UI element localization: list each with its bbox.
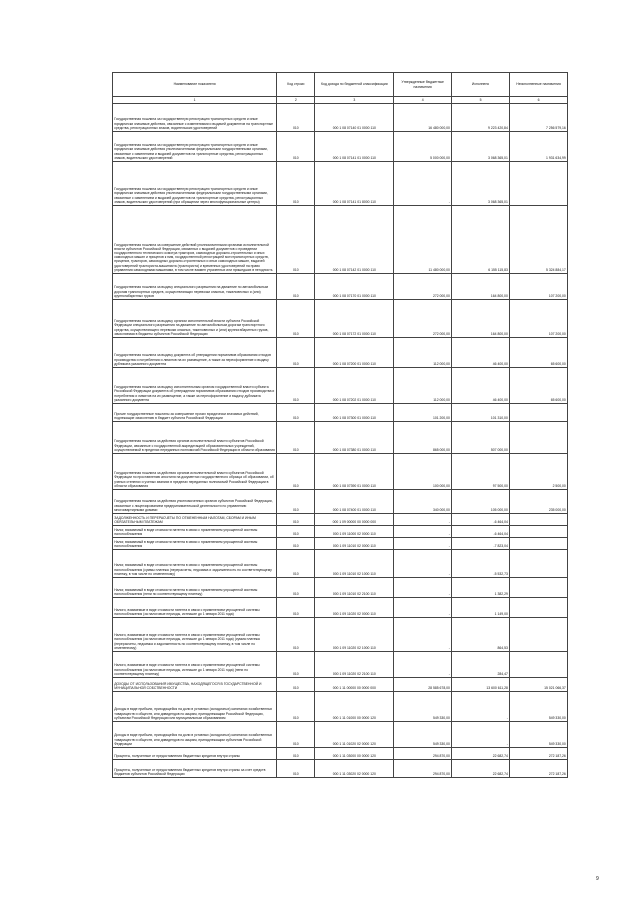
row-approved: - — [394, 617, 452, 651]
row-budget-code: 000 1 11 03020 02 0000 120 — [315, 759, 394, 777]
table-row — [113, 747, 568, 759]
table-row — [113, 205, 568, 273]
row-unexecuted — [510, 549, 568, 577]
row-name: Налог, взимаемый в виде стоимости патента в связи с применением упрощенной системы налогообложения — [113, 537, 277, 549]
row-line-code: 010 — [277, 489, 315, 513]
table-row — [113, 651, 568, 677]
report-body — [113, 103, 568, 777]
row-approved: 5 000 000,00 — [394, 131, 452, 161]
row-budget-code: 000 1 08 07202 01 0000 110 — [315, 367, 394, 403]
row-budget-code: 000 1 11 03000 00 0000 120 — [315, 747, 394, 759]
row-approved: - — [394, 537, 452, 549]
row-unexecuted — [510, 525, 568, 537]
row-approved: 865 000,00 — [394, 421, 452, 453]
row-unexecuted — [510, 597, 568, 617]
row-name: Государственная пошлина за действия органов исполнительной власти субъектов Российской Федерации по проставлению апостиля на документах государственного образца об образовании, об ученых степенях и ученых званиях в пределах переданных полномочий Российской Федерации в области образования — [113, 453, 277, 489]
row-name: Государственная пошлина за выдачу органом исполнительной власти субъекта Российской Федерации специального разрешения на движение по автомобильным дорогам транспортного средства, осуществляющего перевозки опасных, тяжеловесных и (или) крупногабаритных грузов, зачисляемая в бюджеты субъектов Российской Федерации — [113, 299, 277, 337]
row-name: ДОХОДЫ ОТ ИСПОЛЬЗОВАНИЯ ИМУЩЕСТВА, НАХОДЯЩЕГОСЯ В ГОСУДАРСТВЕННОЙ И МУНИЦИПАЛЬНОЙ СОБСТВЕННОСТИ — [113, 677, 277, 691]
row-budget-code: 000 1 08 07172 01 0000 110 — [315, 299, 394, 337]
row-approved: 112 000,00 — [394, 337, 452, 367]
row-line-code: 010 — [277, 205, 315, 273]
row-budget-code: 000 1 09 11010 02 2100 110 — [315, 577, 394, 597]
row-executed: 9 223 420,84 — [452, 103, 510, 131]
row-unexecuted — [510, 651, 568, 677]
row-line-code: 010 — [277, 759, 315, 777]
table-row — [113, 367, 568, 403]
row-approved: 100 000,00 — [394, 453, 452, 489]
column-number: 2 — [277, 97, 315, 103]
row-line-code: 010 — [277, 161, 315, 205]
row-line-code: 010 — [277, 721, 315, 747]
row-budget-code: 000 1 08 07141 01 8000 110 — [315, 161, 394, 205]
row-executed: - — [452, 691, 510, 721]
row-executed: 864,53 — [452, 617, 510, 651]
row-executed: -6 464,04 — [452, 513, 510, 525]
table-row — [113, 513, 568, 525]
row-unexecuted — [510, 513, 568, 525]
row-name: Государственная пошлина за действия уполномоченных органов субъектов Российской Федерации, связанные с лицензированием предпринимательской деятельности по управлению многоквартирными домами — [113, 489, 277, 513]
row-line-code: 010 — [277, 453, 315, 489]
row-approved: 549 330,00 — [394, 691, 452, 721]
table-row — [113, 421, 568, 453]
row-name: ЗАДОЛЖЕННОСТЬ И ПЕРЕРАСЧЕТЫ ПО ОТМЕНЕННЫМ НАЛОГАМ, СБОРАМ И ИНЫМ ОБЯЗАТЕЛЬНЫМ ПЛАТЕЖАМ — [113, 513, 277, 525]
table-row — [113, 337, 568, 367]
row-budget-code: 000 1 08 07141 01 0000 110 — [315, 131, 394, 161]
row-unexecuted: 272 187,26 — [510, 759, 568, 777]
header-budget-code: Код дохода по бюджетной классификации — [315, 73, 394, 97]
table-row — [113, 525, 568, 537]
row-unexecuted: 272 187,26 — [510, 747, 568, 759]
report-sheet — [112, 72, 568, 778]
row-budget-code: 000 1 08 07200 01 0000 110 — [315, 337, 394, 367]
row-line-code: 010 — [277, 131, 315, 161]
row-approved: - — [394, 597, 452, 617]
row-name: Налог, взимаемый в виде стоимости патента в связи с применением упрощенной системы налогообложения (суммы платежа (перерасчеты, недоимка и задолженность по соответствующему платежу, в том числе по отмененному) — [113, 549, 277, 577]
row-name: Налоги, взимаемые в виде стоимости патента в связи с применением упрощенной системы налогообложения (за налоговые периоды, истекшие до 1 января 2011 года) (сумма платежа (перерасчеты, недоимка и задолженность по соответствующему платежу, в том числе по отмененному) — [113, 617, 277, 651]
row-executed: 105 000,00 — [452, 489, 510, 513]
table-row — [113, 131, 568, 161]
row-name: Налог, взимаемый в виде стоимости патента в связи с применением упрощенной системы налогообложения (пени по соответствующему платежу) — [113, 577, 277, 597]
row-executed: -6 464,04 — [452, 525, 510, 537]
row-executed: 46 400,00 — [452, 337, 510, 367]
row-name: Государственная пошлина за действия органов исполнительной власти субъектов Российской Федерации, связанные с государственной аккредитацией образовательных учреждений, осуществляемой в пределах переданных полномочий Российской Федерации в области образования — [113, 421, 277, 453]
row-approved: 101 200,00 — [394, 403, 452, 421]
row-unexecuted — [510, 421, 568, 453]
row-budget-code: 000 1 08 07380 01 0000 110 — [315, 421, 394, 453]
row-budget-code: 000 1 11 01020 02 0000 120 — [315, 721, 394, 747]
row-unexecuted — [510, 617, 568, 651]
row-approved: - — [394, 513, 452, 525]
row-approved: 11 480 000,00 — [394, 205, 452, 273]
table-row — [113, 273, 568, 299]
row-line-code: 010 — [277, 747, 315, 759]
column-number: 6 — [510, 97, 568, 103]
table-row — [113, 549, 568, 577]
row-executed: 46 400,00 — [452, 367, 510, 403]
row-name: Доходы в виде прибыли, приходящейся на доли в уставных (складочных) капиталах хозяйственных товариществ и обществ, или дивидендов по акциям, принадлежащим Российской Федерации, субъектам Российской Федерации или муниципальным образованиям — [113, 691, 277, 721]
row-unexecuted: 15 021 066,37 — [510, 677, 568, 691]
row-line-code: 010 — [277, 299, 315, 337]
row-executed: 1 382,29 — [452, 577, 510, 597]
row-executed: 1 149,00 — [452, 597, 510, 617]
table-row — [113, 597, 568, 617]
row-unexecuted: 549 330,00 — [510, 721, 568, 747]
row-approved: 340 000,00 — [394, 489, 452, 513]
row-approved: - — [394, 549, 452, 577]
row-budget-code: 000 1 09 11010 02 0000 110 — [315, 537, 394, 549]
row-unexecuted: 2 500,00 — [510, 453, 568, 489]
revenue-report-table — [112, 72, 568, 778]
row-unexecuted — [510, 403, 568, 421]
table-row — [113, 691, 568, 721]
row-executed: 284,47 — [452, 651, 510, 677]
table-row — [113, 537, 568, 549]
row-executed: 22 682,74 — [452, 747, 510, 759]
row-budget-code: 000 1 08 07142 01 0000 110 — [315, 205, 394, 273]
header-executed: Исполнено — [452, 73, 510, 97]
table-row — [113, 403, 568, 421]
row-budget-code: 000 1 09 11020 02 2100 110 — [315, 651, 394, 677]
row-line-code: 010 — [277, 677, 315, 691]
row-line-code: 010 — [277, 421, 315, 453]
row-unexecuted: 1 931 634,99 — [510, 131, 568, 161]
row-name: Доходы в виде прибыли, приходящейся на доли в уставных (складочных) капиталах хозяйственных товариществ и обществ, или дивидендов по акциям, принадлежащим субъектам Российской Федерации — [113, 721, 277, 747]
row-line-code: 010 — [277, 651, 315, 677]
table-row — [113, 103, 568, 131]
table-row — [113, 299, 568, 337]
page-number: 9 — [596, 876, 599, 882]
row-approved: - — [394, 161, 452, 205]
row-unexecuted: 7 256 579,16 — [510, 103, 568, 131]
row-name: Прочие государственные пошлины за совершение прочих юридически значимых действий, подлежащие зачислению в бюджет субъекта Российской Федерации — [113, 403, 277, 421]
row-line-code: 010 — [277, 337, 315, 367]
table-row — [113, 453, 568, 489]
row-approved: 272 000,00 — [394, 299, 452, 337]
row-line-code: 010 — [277, 403, 315, 421]
header-name: Наименование показателя — [113, 73, 277, 97]
row-name: Государственная пошлина за выдачу документа об утверждении нормативов образования отходов производства и потребления и лимитов на их размещение, а также за переоформление и выдачу дубликата указанного документа — [113, 337, 277, 367]
row-executed: 97 500,00 — [452, 453, 510, 489]
row-name: Налоги, взимаемые в виде стоимости патента в связи с применением упрощенной системы налогообложения (за налоговые периоды, истекшие до 1 января 2011 года) — [113, 597, 277, 617]
row-name: Проценты, полученные от предоставления бюджетных кредитов внутри страны — [113, 747, 277, 759]
table-row — [113, 721, 568, 747]
row-executed: - — [452, 721, 510, 747]
row-executed: 13 600 611,28 — [452, 677, 510, 691]
row-name: Государственная пошлина за государственную регистрацию транспортных средств и иные юридически значимые действия, связанные с изменениями и выдачей документов на транспортные средства, регистрационных знаков, водительских удостоверений — [113, 103, 277, 131]
table-row — [113, 759, 568, 777]
row-line-code: 010 — [277, 549, 315, 577]
row-unexecuted — [510, 161, 568, 205]
row-executed: 22 682,74 — [452, 759, 510, 777]
row-budget-code: 000 1 11 01000 00 0000 120 — [315, 691, 394, 721]
row-line-code: 010 — [277, 577, 315, 597]
row-approved: 28 585 678,00 — [394, 677, 452, 691]
row-name: Проценты, полученные от предоставления бюджетных кредитов внутри страны за счет средств бюджетов субъектов Российской Федерации — [113, 759, 277, 777]
column-number: 3 — [315, 97, 394, 103]
row-line-code: 010 — [277, 367, 315, 403]
row-unexecuted — [510, 577, 568, 597]
row-name: Налог, взимаемый в виде стоимости патента в связи с применением упрощенной системы налогообложения — [113, 525, 277, 537]
row-approved: - — [394, 525, 452, 537]
row-executed: 3 068 365,01 — [452, 131, 510, 161]
row-budget-code: 000 1 09 11000 02 0000 110 — [315, 525, 394, 537]
table-row — [113, 161, 568, 205]
table-row — [113, 677, 568, 691]
row-executed: -5 532,73 — [452, 549, 510, 577]
row-approved: 272 000,00 — [394, 273, 452, 299]
row-executed: 6 155 115,83 — [452, 205, 510, 273]
row-executed: 164 800,00 — [452, 299, 510, 337]
row-budget-code: 000 1 09 11020 02 1000 110 — [315, 617, 394, 651]
header-approved: Утвержденные бюджетные назначения — [394, 73, 452, 97]
row-executed: 507 000,00 — [452, 421, 510, 453]
table-row — [113, 617, 568, 651]
row-name: Налоги, взимаемые в виде стоимости патента в связи с применением упрощенной системы налогообложения (за налоговые периоды, истекшие до 1 января 2011 года) (пени по соответствующему платежу) — [113, 651, 277, 677]
row-budget-code: 000 1 09 00000 00 0000 000 — [315, 513, 394, 525]
row-unexecuted — [510, 537, 568, 549]
row-name: Государственная пошлина за выдачу специального разрешения на движение по автомобильным дорогам транспортных средств, осуществляющих перевозки опасных, тяжеловесных и (или) крупногабаритных грузов — [113, 273, 277, 299]
row-executed: -7 823,04 — [452, 537, 510, 549]
row-name: Государственная пошлина за государственную регистрацию транспортных средств и иные юридически значимые действия уполномоченными федеральными государственными органами, связанные с изменением и выдачей документов на транспортные средства, регистрационных знаков, водительских удостоверений — [113, 131, 277, 161]
header-row — [113, 73, 568, 97]
row-line-code: 010 — [277, 537, 315, 549]
row-name: Государственная пошлина за совершение действий уполномоченными органами исполнительной власти субъектов Российской Федерации, связанных с выдачей документов о проведении государственного технического осмотра тракторов, самоходных дорожно-строительных и иных самоходных машин и прицепов к ним, государственной регистрацией мототранспортных средств, прицепов, тракторов, самоходных дорожно-строительных и иных самоходных машин, выдачей удостоверений тракториста-машиниста (тракториста) и временных удостоверений на право управления самоходными машинами, в том числе взамен утраченных или пришедших в негодность — [113, 205, 277, 273]
row-unexecuted: 65 600,00 — [510, 367, 568, 403]
row-approved: 549 330,00 — [394, 721, 452, 747]
column-number: 4 — [394, 97, 452, 103]
row-line-code: 010 — [277, 617, 315, 651]
column-number: 5 — [452, 97, 510, 103]
row-unexecuted: 549 330,00 — [510, 691, 568, 721]
row-budget-code: 000 1 09 11020 02 0000 110 — [315, 597, 394, 617]
row-budget-code: 000 1 11 00000 00 0000 000 — [315, 677, 394, 691]
row-approved: - — [394, 577, 452, 597]
row-executed: 3 068 365,01 — [452, 161, 510, 205]
row-unexecuted: 107 200,00 — [510, 273, 568, 299]
row-line-code: 010 — [277, 597, 315, 617]
row-approved: 16 480 000,00 — [394, 103, 452, 131]
row-unexecuted: 235 000,00 — [510, 489, 568, 513]
row-budget-code: 000 1 08 07300 01 0000 110 — [315, 403, 394, 421]
row-approved: - — [394, 651, 452, 677]
header-unexecuted: Неисполненные назначения — [510, 73, 568, 97]
row-budget-code: 000 1 08 07140 01 0000 110 — [315, 103, 394, 131]
table-row — [113, 489, 568, 513]
row-budget-code: 000 1 08 07400 01 0000 110 — [315, 489, 394, 513]
row-budget-code: 000 1 08 07390 01 0000 110 — [315, 453, 394, 489]
row-line-code: 010 — [277, 273, 315, 299]
row-name: Государственная пошлина за государственную регистрацию транспортных средств и иные юридически значимые действия уполномоченными федеральными государственными органами, связанные с изменением и выдачей документов на транспортные средства, регистрационных знаков, водительских удостоверений (при обращении через многофункциональные центры) — [113, 161, 277, 205]
table-row — [113, 577, 568, 597]
row-approved: 112 000,00 — [394, 367, 452, 403]
row-executed: 164 800,00 — [452, 273, 510, 299]
row-line-code: 010 — [277, 103, 315, 131]
header-line-code: Код строки — [277, 73, 315, 97]
row-budget-code: 000 1 08 07170 01 0000 110 — [315, 273, 394, 299]
row-line-code: 010 — [277, 691, 315, 721]
row-budget-code: 000 1 09 11010 02 1000 110 — [315, 549, 394, 577]
row-approved: 294 870,00 — [394, 759, 452, 777]
row-unexecuted: 65 600,00 — [510, 337, 568, 367]
row-unexecuted: 107 200,00 — [510, 299, 568, 337]
row-line-code: 010 — [277, 513, 315, 525]
row-line-code: 010 — [277, 525, 315, 537]
row-approved: 294 870,00 — [394, 747, 452, 759]
row-executed: 101 310,00 — [452, 403, 510, 421]
row-name: Государственная пошлина за выдачу исполнительным органом государственной власти субъекта Российской Федерации документа об утверждении нормативов образования отходов производства и потребления и лимитов на их размещение, а также за переоформление и выдачу дубликата указанного документа — [113, 367, 277, 403]
row-unexecuted: 5 324 884,17 — [510, 205, 568, 273]
column-number: 1 — [113, 97, 277, 103]
